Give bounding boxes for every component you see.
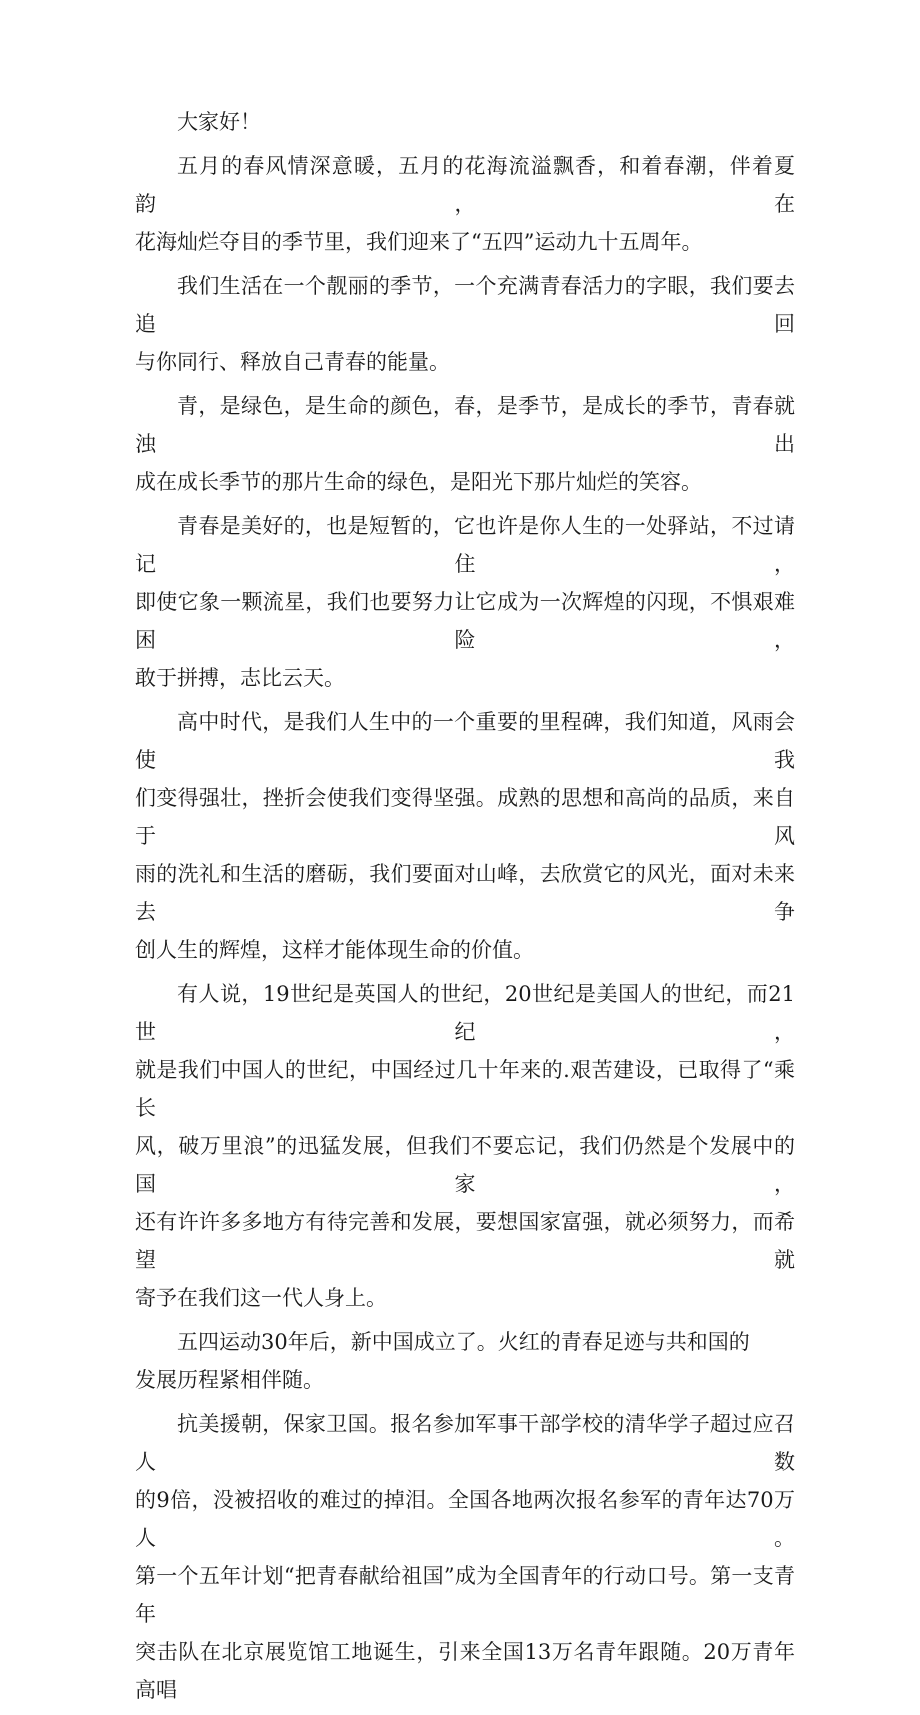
paragraph-line: 即使它象一颗流星，我们也要努力让它成为一次辉煌的闪现，不惧艰难困险， xyxy=(135,590,795,652)
paragraph xyxy=(135,703,795,969)
paragraph xyxy=(135,507,795,697)
paragraph-line: 们变得强壮，挫折会使我们变得坚强。成熟的思想和高尚的品质，来自于风 xyxy=(135,786,795,848)
paragraph xyxy=(135,103,795,141)
paragraph xyxy=(135,267,795,381)
paragraph-line: 就是我们中国人的世纪，中国经过几十年来的.艰苦建设，已取得了“乘长 xyxy=(135,1058,795,1120)
paragraph-line: 青春是美好的，也是短暂的，它也许是你人生的一处驿站，不过请记住， xyxy=(135,514,795,576)
paragraph-line: 青，是绿色，是生命的颜色，春，是季节，是成长的季节，青春就浊出 xyxy=(135,394,795,456)
paragraph-line: 有人说，19世纪是英国人的世纪，20世纪是美国人的世纪，而21世纪， xyxy=(135,982,795,1044)
paragraph xyxy=(135,1405,795,1709)
paragraph-line: 还有许许多多地方有待完善和发展，要想国家富强，就必须努力，而希望就 xyxy=(135,1210,795,1272)
paragraph xyxy=(135,387,795,501)
paragraph-line: 创人生的辉煌，这样才能体现生命的价值。 xyxy=(135,938,534,962)
paragraph xyxy=(135,975,795,1317)
paragraph-line: 发展历程紧相伴随。 xyxy=(135,1368,324,1392)
document-body xyxy=(135,103,795,1715)
paragraph-line: 高中时代，是我们人生中的一个重要的里程碑，我们知道，风雨会使我 xyxy=(135,710,795,772)
paragraph-line: 抗美援朝，保家卫国。报名参加军事干部学校的清华学子超过应召人数 xyxy=(135,1412,795,1474)
paragraph xyxy=(135,1323,795,1399)
paragraph-line: 花海灿烂夺目的季节里，我们迎来了“五四”运动九十五周年。 xyxy=(135,230,703,254)
paragraph-line: 的9倍，没被招收的难过的掉泪。全国各地两次报名参军的青年达70万人。 xyxy=(135,1488,795,1550)
paragraph-line: 大家好！ xyxy=(177,110,261,134)
paragraph-line: 敢于拼搏，志比云天。 xyxy=(135,666,345,690)
paragraph-line: 第一个五年计划“把青春献给祖国”成为全国青年的行动口号。第一支青年 xyxy=(135,1564,795,1626)
paragraph-line: 五四运动30年后，新中国成立了。火红的青春足迹与共和国的 xyxy=(177,1330,750,1354)
paragraph xyxy=(135,147,795,261)
paragraph-line: 寄予在我们这一代人身上。 xyxy=(135,1286,387,1310)
paragraph-line: 成在成长季节的那片生命的绿色，是阳光下那片灿烂的笑容。 xyxy=(135,470,702,494)
paragraph-line: 与你同行、释放自己青春的能量。 xyxy=(135,350,450,374)
paragraph-line: 雨的洗礼和生活的磨砺，我们要面对山峰，去欣赏它的风光，面对未来去争 xyxy=(135,862,795,924)
paragraph-line: 五月的春风情深意暖，五月的花海流溢飘香，和着春潮，伴着夏韵，在 xyxy=(135,154,795,216)
paragraph-line: 我们生活在一个靓丽的季节，一个充满青春活力的字眼，我们要去追回 xyxy=(135,274,795,336)
paragraph-line: 突击队在北京展览馆工地诞生，引来全国13万名青年跟随。20万青年高唱 xyxy=(135,1640,795,1702)
paragraph-line: 风，破万里浪”的迅猛发展，但我们不要忘记，我们仍然是个发展中的国家， xyxy=(135,1134,795,1196)
